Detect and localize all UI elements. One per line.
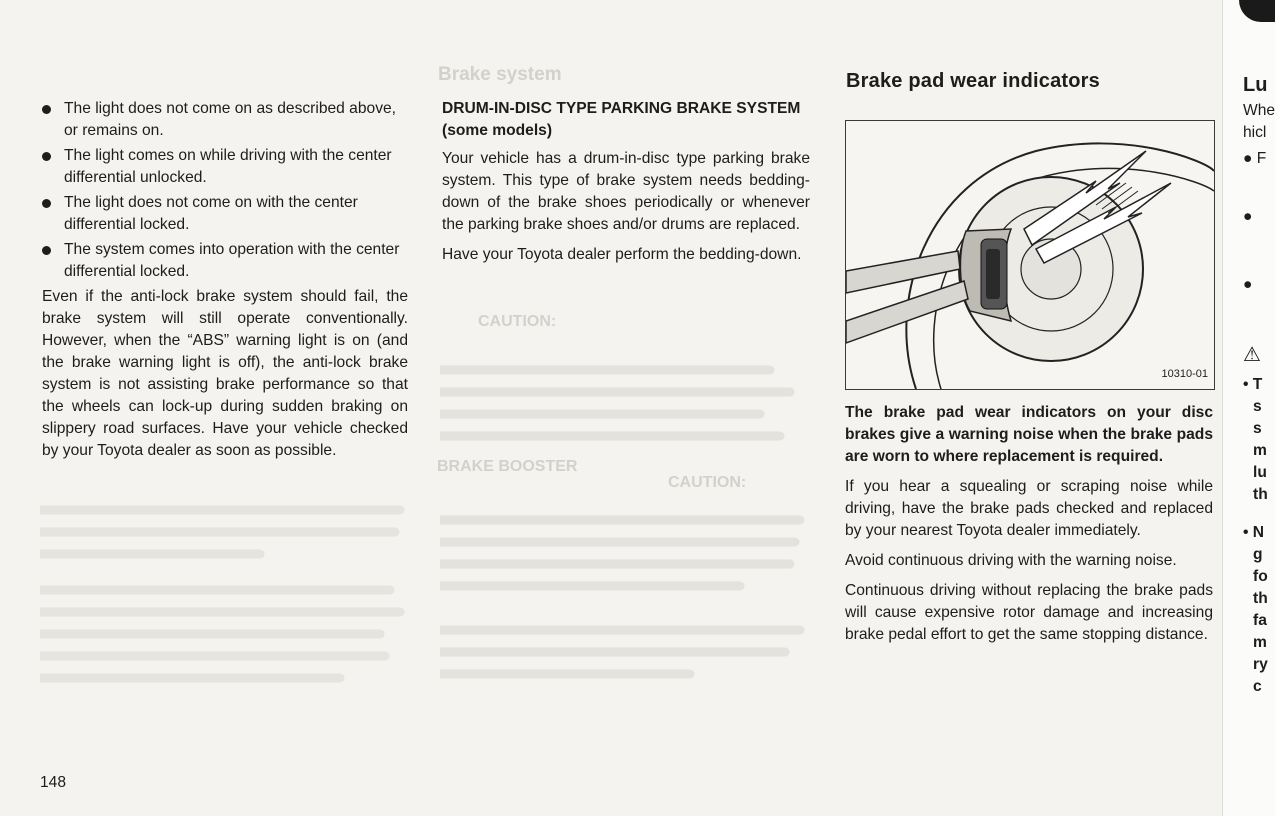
ghost-caution-a: CAUTION: xyxy=(478,313,557,330)
cut-text-line: m xyxy=(1253,634,1267,651)
caution-triangle-icon: ⚠ xyxy=(1243,344,1261,366)
cut-text-line: ry xyxy=(1253,656,1268,673)
abs-failure-paragraph: Even if the anti-lock brake system should fail, the brake system will still operate conventionally. However, when the “ABS” warning light is on (and the brake warning light is off), the anti-lock brake system is not assisting brake performance so that the wheels can lock-up during sudden braking on slippery road surfaces. Have your vehicle checked by your Toyota dealer as soon as possible. xyxy=(42,288,408,459)
cut-text-line: Whe xyxy=(1243,102,1275,119)
warning-summary: The brake pad wear indicators on your disc brakes give a warning noise when the brake pads are worn to where replacement is required. xyxy=(845,404,1213,465)
cut-text-line: • N xyxy=(1243,524,1265,541)
paragraph: Have your Toyota dealer perform the bedding-down. xyxy=(442,246,802,263)
list-item: The light does not come on with the center differential locked. xyxy=(42,192,408,236)
brake-disc-drawing xyxy=(846,121,1214,389)
column-middle xyxy=(442,98,810,274)
list-item: The system comes into operation with the center differential locked. xyxy=(42,239,408,283)
ghost-heading-brake-booster: BRAKE BOOSTER xyxy=(437,458,578,475)
cut-text-line: fa xyxy=(1253,612,1267,629)
bullet-icon xyxy=(42,152,51,161)
page-title: Brake pad wear indicators xyxy=(846,70,1100,92)
ghost-heading-brake-system: Brake system xyxy=(438,64,562,85)
column-cutoff xyxy=(1243,100,1275,698)
cut-text-line: ● xyxy=(1243,276,1253,293)
cut-text-line: ● F xyxy=(1243,150,1267,167)
figure-code: 10310-01 xyxy=(1161,368,1208,380)
cut-text-line: th xyxy=(1253,486,1268,503)
cut-text-line: lu xyxy=(1253,464,1267,481)
cut-text-line: ● xyxy=(1243,208,1253,225)
bullet-icon xyxy=(42,105,51,114)
cut-text-line: s xyxy=(1253,398,1262,415)
cut-text-line: • T xyxy=(1243,376,1263,393)
cut-text-line: th xyxy=(1253,590,1268,607)
section-heading: DRUM-IN-DISC TYPE PARKING BRAKE SYSTEM (some models) xyxy=(442,100,801,139)
column-left xyxy=(42,98,408,470)
cut-text-line: g xyxy=(1253,546,1263,563)
ghost-caution-b: CAUTION: xyxy=(668,474,747,491)
paragraph: If you hear a squealing or scraping noise while driving, have the brake pads checked and replaced by your nearest Toyota dealer immediately. xyxy=(845,478,1213,539)
cut-text-line: hicl xyxy=(1243,124,1267,141)
list-item: The light does not come on as described above, or remains on. xyxy=(42,98,408,142)
column-right xyxy=(845,120,1213,654)
list-item: The light comes on while driving with the center differential unlocked. xyxy=(42,145,408,189)
page-number: 148 xyxy=(40,774,67,791)
paragraph: Your vehicle has a drum-in-disc type parking brake system. This type of brake system needs bedding-down of the brake shoes periodically or whenever the parking brake shoes and/or drums are replaced. xyxy=(442,150,810,233)
bullet-icon xyxy=(42,246,51,255)
bullet-icon xyxy=(42,199,51,208)
cut-heading: Lu xyxy=(1243,74,1268,96)
cut-text-line: m xyxy=(1253,442,1267,459)
cut-text-line: s xyxy=(1253,420,1262,437)
paragraph: Continuous driving without replacing the brake pads will cause expensive rotor damage and increasing brake pedal effort to get the same stopping distance. xyxy=(845,582,1213,643)
brake-pad-illustration xyxy=(845,120,1215,390)
paragraph: Avoid continuous driving with the warning noise. xyxy=(845,552,1177,569)
cut-text-line: c xyxy=(1253,678,1262,695)
cut-text-line: fo xyxy=(1253,568,1268,585)
